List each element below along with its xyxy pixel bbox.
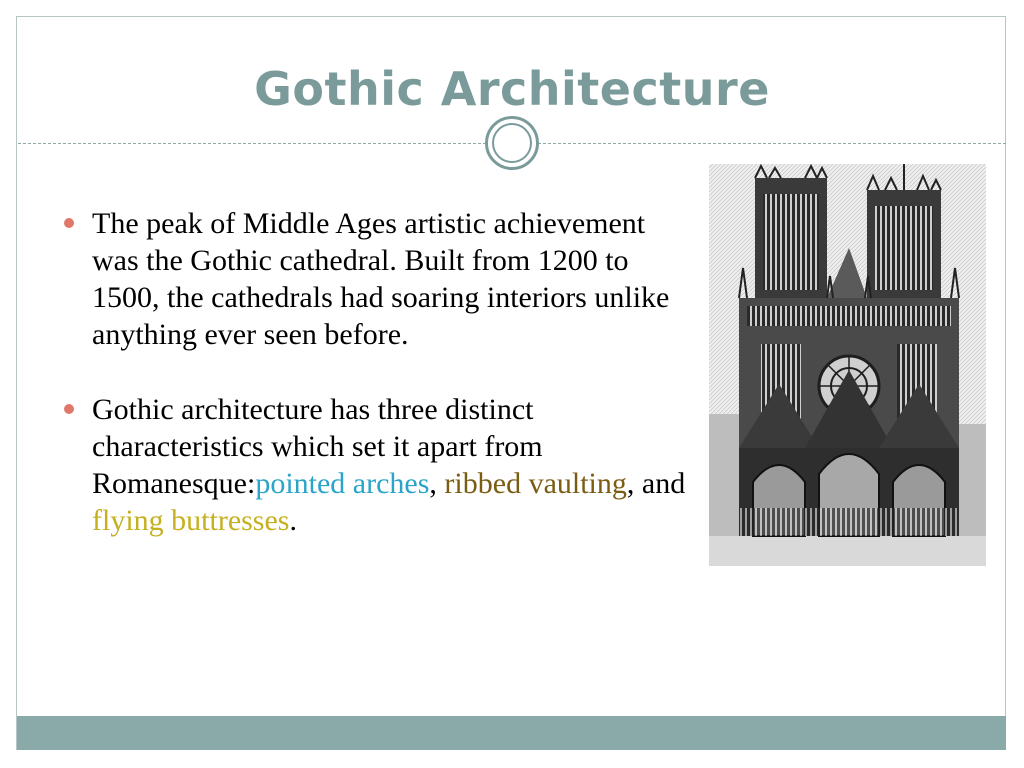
bullet-item [62, 391, 692, 539]
bullet-item [62, 205, 692, 353]
bullet-text-intro: Gothic architecture has three distinct characteristics which set it apart from Romanesque: [92, 393, 543, 500]
term-separator: , and [626, 467, 686, 500]
bullet-text: The peak of Middle Ages artistic achievement was the Gothic cathedral. Built from 1200 to 1500, the cathedrals had soaring interiors unlike anything ever seen before. [92, 207, 670, 351]
bullet-dot-icon [64, 218, 74, 228]
cathedral-image [709, 164, 986, 566]
bullet-end-punctuation: . [289, 504, 297, 537]
term-separator: , [429, 467, 445, 500]
slide-title: Gothic Architecture [254, 62, 770, 116]
term-flying-buttresses: flying buttresses [92, 504, 290, 537]
bullet-list [62, 205, 692, 539]
term-ribbed-vaulting: ribbed vaulting [444, 467, 627, 500]
footer-accent-bar [17, 716, 1006, 750]
bullet-dot-icon [64, 404, 74, 414]
term-pointed-arches: pointed arches [255, 467, 430, 500]
divider-circle-ornament [485, 116, 539, 170]
